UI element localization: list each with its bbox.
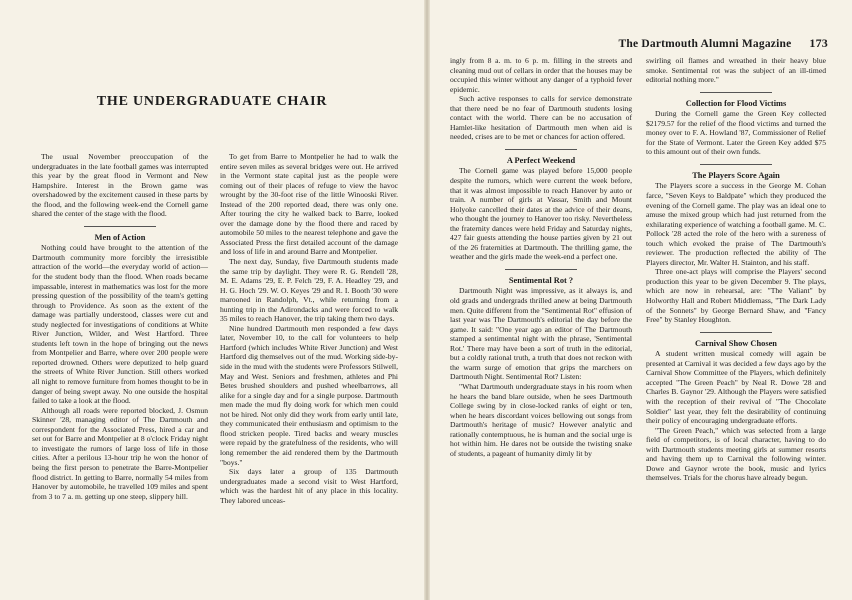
section-heading-men-of-action: Men of Action [94,232,146,242]
right-column-2 [646,56,826,483]
paragraph: The next day, Sunday, five Dartmouth students made the same trip by daylight. They were R. G. Rendell '28, M. E. Adams '29, E. P. Felch '29, F. A. Headley '29, and H. G. Hoch '29. W. O. Keyes '29 and R. I. Booth '30 were marooned in Randolph, Vt., while returning from a hunting trip in the Adirondacks and were forced to walk 35 miles to reach Hanover, the trip taking them two days. [220,257,398,324]
left-column-2 [220,152,398,505]
running-header [619,36,828,51]
paragraph: During the Cornell game the Green Key collected $2179.57 for the relief of the flood victims and turned the money over to F. A. Howland '87, Commissioner of Relief for the State of Vermont. Later the Green Key added $75 to this amount out of their own funds. [646,109,826,157]
paragraph: Although all roads were reported blocked, J. Osmun Skinner '28, managing editor of The Dartmouth and correspondent for the Associated Press, hired a car and set out for Barre and Montpelier at 8 o'clock Friday night to investigate the rumors of large loss of life in those cities. After a perilous 13-hour trip he won the honor of being the first person to penetrate the Barre-Montpelier flood district. In getting to Barre, normally 54 miles from Hanover by automobile, he travelled 109 miles and spent from 3 to 7 a. m. getting up one steep, slippery hill. [32,405,208,501]
paragraph: Nothing could have brought to the attention of the Dartmouth community more forcibly the irresistible attraction of the world—the everyday world of action—for the student body than the flood. When roads became impassable, interest in mathematics was lost for the more pressing question of the possibility of the team's getting through to Providence. As soon as the extent of the damage was partially understood, classes were cut and study neglected for investigations of conditions at White River Junction, Wilder, and West Hartford. Three students left town in the hope of bringing out the news from Montpelier and Barre, where over 200 people were reported drowned. Others were deputized to help guard the streets of White River Junction. Still others worked all night to remove furniture from homes thought to be in danger of being swept away. No one outside the hospital failed to take a look at the flood. [32,243,208,406]
paragraph: To get from Barre to Montpelier he had to walk the entire seven miles as several bridges were out. He arrived in the Vermont state capital just as the people were coming out of their places of refuge to view the havoc wrought by the 30-foot rise of the little Winooski River. Instead of the 200 reported dead, there was only one. After touring the city he walked back to Barre, looked over the damage done by the flood there and raced by automobile 50 miles to the nearest telephone and gave the Associated Press the first detailed account of the damage and loss of life in and around Barre and Montpelier. [220,152,398,257]
section-divider [505,149,577,150]
paragraph: The Players score a success in the George M. Cohan farce, "Seven Keys to Baldpate" which they produced the evening of the Cornell game. The play was an ideal one to amuse the mixed group which had just returned from the exhilarating experience of watching a football game. M. C. Pollock '28 acted the role of the hero with a sureness of touch which evoked the praise of The Dartmouth's reviewer. The production reflected the ability of The Players director, Mr. Walter H. Stainton, and his staff. [646,181,826,267]
paragraph: Nine hundred Dartmouth men responded a few days later, November 10, to the call for volunteers to help Hartford (which includes White River Junction) and West Hartford dig themselves out of the mud. Working side-by-side in the mud with the students were Professors Stilwell, May and West. Seniors and freshmen, athletes and Phi Betes brushed shoulders and pushed wheelbarrows, all alike for a single day and for a single purpose. Dartmouth men made the mud fly doing work for which men could not be hired. Not only did they work from early until late, they communicated their enthusiasm and optimism to the flood stricken people. Tired backs and weary muscles were repaid by the gratefulness of the residents, who will long remember the aid rendered them by the Dartmouth "boys." [220,323,398,467]
left-page [0,0,424,600]
section-heading-the-players-score-again: The Players Score Again [692,170,780,180]
right-column-1 [450,56,632,458]
paragraph: "What Dartmouth undergraduate stays in his room when he hears the band blare outside, when he sees Dartmouth College swing by in close-locked ranks of eight or ten, when he hears discordant voices bellowing out songs from Dartmouth's heritage of music? However analytic and rationally contemptuous, he is human and the social urge is hot within him. He dares not be outside the twisting snake of students, a pageant of humanity dimly lit by [450,381,632,458]
section-divider [700,332,772,333]
section-divider [505,269,577,270]
paragraph: Three one-act plays will comprise the Players' second production this year to be given December 9. The plays, which are now in rehearsal, are: "The Valiant" by Holworthy Hall and Robert Middlemass, "The Dark Lady of the Sonnets" by George Bernard Shaw, and "Fancy Free" by Stanley Houghton. [646,267,826,325]
right-page [430,0,852,600]
left-column-1 [32,152,208,501]
section-heading-carnival-show-chosen: Carnival Show Chosen [695,338,777,348]
paragraph: Such active responses to calls for service demonstrate that there need be no fear of Dartmouth students losing contact with the world. There can be no accusation of Hamlet-like hesitation of Dartmouth men when aid is needed, crises are to be met or chances for action offered. [450,94,632,142]
article-title: THE UNDERGRADUATE CHAIR [96,94,328,109]
paragraph: swirling oil flames and wreathed in their heavy blue smoke. Sentimental rot was the subject of an ill-timed editorial nothing more." [646,56,826,85]
paragraph: Dartmouth Night was impressive, as it always is, and old grads and undergrads thrilled anew at being Dartmouth men. Quite different from the "Sentimental Rot" effusion of last year was The Dartmouth's editorial the day before the game. It said: "One year ago an editor of The Dartmouth stamped a sentimental night with the phrase, 'Sentimental Rot.' There may have been a sort of truth in the editorial, but a coldly rational truth, a truth that does not reckon with the warm surge of emotion that grips the marchers on Dartmouth Night. Sentimental Rot? Listen: [450,286,632,382]
paragraph: ingly from 8 a. m. to 6 p. m. filling in the streets and cleaning mud out of cellars in order that the houses may be occupied this winter without any danger of a typhoid fever epidemic. [450,56,632,94]
section-divider [84,226,156,227]
section-heading-a-perfect-weekend: A Perfect Weekend [506,155,576,165]
paragraph: Six days later a group of 135 Dartmouth undergraduates made a second visit to West Hartford, which was the hardest hit of any place in this locality. They labored unceas- [220,467,398,505]
section-heading-sentimental-rot: Sentimental Rot ? [508,275,574,285]
page-number: 173 [809,36,828,50]
paragraph: The Cornell game was played before 15,000 people despite the rumors, which were current the week before, that it was almost impossible to reach Hanover by auto or train. A number of girls at Vassar, Smith and Mount Holyoke cancelled their dates at the advice of their deans, who thought the journey to Hanover too risky. Nevertheless the fraternity dances were held Friday and Saturday nights, 427 fair guests attending the house parties given by 21 out of the 26 fraternities at Dartmouth. The thrilling game, the weather and the girls made the week-end a perfect one. [450,166,632,262]
section-divider [700,164,772,165]
section-divider [700,92,772,93]
magazine-name: The Dartmouth Alumni Magazine [618,38,792,50]
paragraph: A student written musical comedy will again be presented at Carnival it was decided a few days ago by the Carnival Show Committee of the Players, which definitely accepted "The Green Peach" by Neal R. Dowe '28 and Charles B. Gaynor '29. Although the Players were satisfied with the reception of their revival of "The Chocolate Soldier" last year, they felt the desirability of continuing their policy of encouraging undergraduate efforts. [646,349,826,426]
section-heading-collection-for-flood-victims: Collection for Flood Victims [685,98,787,108]
paragraph: "The Green Peach," which was selected from a large field of competitors, is of local character, having to do with Dartmouth students meeting girls at summer resorts and having them up to Carnival the following winter. Dowe and Gaynor wrote the book, music and lyrics themselves. Trials for the chorus have already begun. [646,425,826,483]
intro-paragraph: The usual November preoccupation of the undergraduates in the late football games was interrupted this year by the great flood in Vermont and New Hampshire. Interest in the Brown game was overshadowed by the excitement caused in these parts by the flood, and the following week-end the Cornell game shared the center of the stage with the flood. [32,152,208,219]
